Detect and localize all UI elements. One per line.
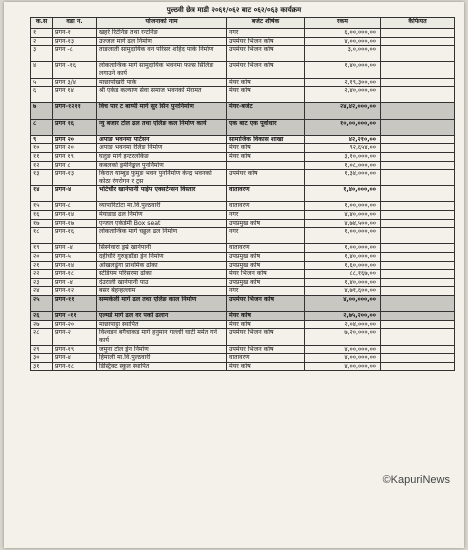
row-amount: १,४०,०००,००: [305, 253, 381, 262]
row-name: अपाङ भवनमा रेलिङ निर्माण: [97, 144, 227, 153]
row-ward: प्रगन-८: [53, 202, 97, 211]
row-sn: ३०: [31, 354, 53, 363]
header-remarks: कैफियत: [381, 18, 455, 29]
table-row: [31, 219, 455, 228]
row-ward: प्रगन ८: [53, 161, 97, 170]
row-sn: २: [31, 37, 53, 46]
row-remarks: [381, 46, 455, 62]
row-ward: प्रगन-१७: [53, 219, 97, 228]
row-remarks: [381, 161, 455, 170]
row-budget: मेयर भिजन कोष: [227, 270, 305, 279]
row-amount: २,०४,०००,००: [305, 320, 381, 329]
table-row: [31, 362, 455, 371]
row-sn: २०: [31, 253, 53, 262]
row-name: मेयाडाड ढल निर्माण: [97, 211, 227, 220]
row-name: लोकतान्त्रिक मार्ग सामुदायिक भवनमा फल्स सिलिङ लगाउने कार्य: [97, 62, 227, 78]
row-sn: ५: [31, 78, 53, 87]
row-name: सम्मकेली मार्ग ढल तथा एलिङ काल निर्माण: [97, 296, 227, 312]
row-sn: २८: [31, 329, 53, 345]
row-ward: प्रगन-१४: [53, 261, 97, 270]
row-sn: २२: [31, 270, 53, 279]
row-ward: प्रगन-११: [53, 296, 97, 312]
row-budget: वातावरण: [227, 186, 305, 202]
table-row: [31, 296, 455, 312]
row-sn: ८: [31, 119, 53, 135]
row-amount: ८८,१६७,००: [305, 270, 381, 279]
row-amount: १,००,०००,००: [305, 244, 381, 253]
row-budget: उपमेयर भिजन कोष: [227, 296, 305, 312]
row-ward: प्रगन-१३: [53, 37, 97, 46]
table-row: [31, 152, 455, 161]
row-sn: २५: [31, 296, 53, 312]
row-remarks: [381, 78, 455, 87]
row-budget: वातावरण: [227, 354, 305, 363]
row-ward: प्रगन -४: [53, 244, 97, 253]
row-ward: प्रगन-२०: [53, 320, 97, 329]
table-row: [31, 244, 455, 253]
row-budget: वातावरण: [227, 244, 305, 253]
row-sn: १३: [31, 170, 53, 186]
row-budget: [227, 161, 305, 170]
row-sn: २१: [31, 261, 53, 270]
row-budget: उपप्रमुख कोष: [227, 261, 305, 270]
row-amount: १,०८,०००,००: [305, 161, 381, 170]
row-ward: प्रगन-४: [53, 186, 97, 202]
row-budget: उपमेयर भिजन कोष: [227, 62, 305, 78]
row-amount: ४,००,०००,००: [305, 296, 381, 312]
row-name: ओखलढुंगा प्राथमिक ढोका: [97, 261, 227, 270]
row-name: विश्वडन बगैचाकड मार्ग हनुमान गल्लाी घाटी मर्मत गर्ने कार्य: [97, 329, 227, 345]
row-sn: १९: [31, 244, 53, 253]
row-amount: ४,००,०००,००: [305, 362, 381, 371]
row-name: देउराली खानेपानी पाउ: [97, 278, 227, 287]
row-remarks: [381, 219, 455, 228]
row-amount: १,४०,०००,००: [305, 186, 381, 202]
row-remarks: [381, 244, 455, 253]
watermark: ©KapuriNews: [382, 474, 450, 486]
row-remarks: [381, 62, 455, 78]
table-row: [31, 103, 455, 119]
row-sn: १६: [31, 211, 53, 220]
row-remarks: [381, 135, 455, 144]
table-row: [31, 29, 455, 38]
row-sn: १५: [31, 202, 53, 211]
row-budget: उपप्रमुख कोष: [227, 278, 305, 287]
table-row: [31, 278, 455, 287]
row-sn: २४: [31, 287, 53, 296]
row-remarks: [381, 345, 455, 354]
row-budget: उपमेयर भिजन कोष: [227, 37, 305, 46]
row-amount: १,४०,०००,००: [305, 278, 381, 287]
row-remarks: [381, 320, 455, 329]
row-remarks: [381, 211, 455, 220]
row-sn: १०: [31, 144, 53, 153]
row-ward: प्रगन-१६: [53, 228, 97, 244]
row-remarks: [381, 354, 455, 363]
row-amount: ९२,६५४,००: [305, 144, 381, 153]
row-budget: वातावरण: [227, 202, 305, 211]
row-remarks: [381, 144, 455, 153]
row-amount: १०,००,०००,००: [305, 119, 381, 135]
row-ward: प्रगन -११: [53, 312, 97, 321]
row-remarks: [381, 253, 455, 262]
row-name: किरात याम्बुड फुमुङ भवन पुनर्निर्माण केन्द्र भवनको कोठा रंगरोगन र ट्रस: [97, 170, 227, 186]
row-name: अपाङ भवनमा पार्टेसन: [97, 135, 227, 144]
row-name: डिस्ट्रिक्ट स्कुल स्थापित: [97, 362, 227, 371]
table-row: [31, 312, 455, 321]
row-budget: उपमेयर कोष: [227, 170, 305, 186]
table-row: [31, 270, 455, 279]
row-remarks: [381, 228, 455, 244]
document-page: [4, 2, 464, 548]
row-amount: ३,०,०००,००: [305, 46, 381, 62]
table-row: [31, 135, 455, 144]
table-row: [31, 329, 455, 345]
table-row: [31, 37, 455, 46]
table-row: [31, 320, 455, 329]
row-ward: प्रगन-१: [53, 29, 97, 38]
row-sn: ३१: [31, 362, 53, 371]
row-remarks: [381, 37, 455, 46]
table-header-row: [31, 18, 455, 29]
row-ward: प्रगन-१९: [53, 345, 97, 354]
table-row: [31, 170, 455, 186]
row-budget: मेयर कोष: [227, 152, 305, 161]
row-amount: ४,००,०००,००: [305, 37, 381, 46]
row-amount: ३,१०,०००,००: [305, 152, 381, 161]
row-remarks: [381, 29, 455, 38]
document-title: पुल्ठवी छेत्र माडी २०६१/०६२ बाट ०६२/०६३ कार्यक्रम: [166, 6, 302, 14]
row-remarks: [381, 270, 455, 279]
row-remarks: [381, 312, 455, 321]
row-ward: प्रगन -१६: [53, 62, 97, 78]
row-budget: उपमेयर भिजन कोष: [227, 46, 305, 62]
row-remarks: [381, 287, 455, 296]
header-budget: बजेट शीर्षक: [227, 18, 305, 29]
table-row: [31, 62, 455, 78]
table-row: [31, 144, 455, 153]
row-sn: १८: [31, 228, 53, 244]
row-name: माछापोखरी पार्क: [97, 78, 227, 87]
row-name: स्टेडियम परिसरमा ढोका: [97, 270, 227, 279]
row-remarks: [381, 296, 455, 312]
row-amount: १,००,०००,००: [305, 202, 381, 211]
row-amount: ४,४०,०००,००: [305, 211, 381, 220]
row-name: एल्मर्ड मार्ग ढल वर पर्का ढलान: [97, 312, 227, 321]
row-sn: २३: [31, 278, 53, 287]
table-row: [31, 345, 455, 354]
table-row: [31, 202, 455, 211]
table-row: [31, 261, 455, 270]
row-amount: १,६०,०००,००: [305, 261, 381, 270]
row-name: घलुङ मार्ग इन्टरलकिङ: [97, 152, 227, 161]
row-ward: प्रगन-१८: [53, 362, 97, 371]
row-budget: नगर: [227, 29, 305, 38]
row-remarks: [381, 119, 455, 135]
table-row: [31, 87, 455, 103]
header-name: योजनाको नाम: [97, 18, 227, 29]
row-amount: २४,४२,०००,००: [305, 103, 381, 119]
row-ward: प्रगन १४: [53, 87, 97, 103]
table-row: [31, 119, 455, 135]
row-amount: ४२,२१०,००: [305, 135, 381, 144]
row-amount: १,००,०००,००: [305, 228, 381, 244]
row-budget: मेयर-बजेट: [227, 103, 305, 119]
row-amount: २,१९,३००,००: [305, 78, 381, 87]
header-amount: रकम: [305, 18, 381, 29]
row-ward: प्रगन-५: [53, 253, 97, 262]
table-row: [31, 78, 455, 87]
row-budget: नगर: [227, 287, 305, 296]
row-ward: प्रगन-१३: [53, 170, 97, 186]
row-budget: मेयर कोष: [227, 87, 305, 103]
row-remarks: [381, 170, 455, 186]
row-ward: प्रगन-१४: [53, 211, 97, 220]
table-row: [31, 186, 455, 202]
header-ward: वडा न.: [53, 18, 97, 29]
table-row: [31, 161, 455, 170]
row-name: माछापाट्टा स्थापित: [97, 320, 227, 329]
row-ward: प्रगन २०: [53, 144, 97, 153]
row-sn: ६: [31, 87, 53, 103]
row-amount: १,४०,०००,००: [305, 62, 381, 78]
row-amount: ४,७१,६००,००: [305, 287, 381, 296]
row-name: भोटेचौर खानेपानी पाईप एक्सटेन्सन विस्तार: [97, 186, 227, 202]
row-sn: ११: [31, 152, 53, 161]
row-budget: उपमेयर भिजन कोष: [227, 329, 305, 345]
header-sn: क.स: [31, 18, 53, 29]
table-row: [31, 287, 455, 296]
row-remarks: [381, 278, 455, 287]
row-name: ताङलाती सामुदायिक वन परिसर शहिद पार्क निर्माण: [97, 46, 227, 62]
row-ward: प्रगन-१२११: [53, 103, 97, 119]
row-amount: ४,००,०००,००: [305, 354, 381, 363]
row-name: कबलको ड्रमेनिङ्कल पुनर्निर्माण: [97, 161, 227, 170]
row-budget: मेयर कोष: [227, 78, 305, 87]
row-name: जमुना टोल ड्रेन निर्माण: [97, 345, 227, 354]
row-amount: ४,००,०००,००: [305, 345, 381, 354]
row-sn: २६: [31, 312, 53, 321]
row-budget: नगर: [227, 228, 305, 244]
row-remarks: [381, 152, 455, 161]
row-budget: नगर: [227, 211, 305, 220]
row-remarks: [381, 103, 455, 119]
row-name: बसर बेहन्हल्लाम: [97, 287, 227, 296]
row-ward: प्रगन १९: [53, 152, 97, 161]
row-remarks: [381, 186, 455, 202]
table-row: [31, 46, 455, 62]
row-ward: प्रगन -४: [53, 278, 97, 287]
row-sn: ९: [31, 135, 53, 144]
row-remarks: [381, 202, 455, 211]
row-name: न्यु बजार टोल ढल तथा एलिङ कल निर्माण कार्य: [97, 119, 227, 135]
row-ward: प्रगन-१२: [53, 287, 97, 296]
row-remarks: [381, 87, 455, 103]
row-name: लोकतान्त्रिक मार्ग चढ्ढल ढल निर्माण: [97, 228, 227, 244]
row-amount: ६,००,०००,००: [305, 29, 381, 38]
row-amount: ७,२०,०००,००: [305, 329, 381, 345]
row-name: उज्जल मार्ग ढल निर्माण: [97, 37, 227, 46]
row-ward: प्रगन -८: [53, 46, 97, 62]
row-name: विच पार ट बाय्पी मार्ग सुर सिन पुनःनिर्माण: [97, 103, 227, 119]
row-sn: २९: [31, 345, 53, 354]
row-name: हिमाली मा.वि.पुल्ठवारी: [97, 354, 227, 363]
row-name: श्री एकेड कल्याण सेवा समाज भवनको मेरामत: [97, 87, 227, 103]
row-budget: मेयर कोष: [227, 362, 305, 371]
row-ward: प्रगन-२: [53, 329, 97, 345]
row-name: खहरे रिटेनिङ तथा रन्टनिङ: [97, 29, 227, 38]
row-budget: सामाजिक विकास शाखा: [227, 135, 305, 144]
row-budget: मेयर कोष: [227, 320, 305, 329]
table-row: [31, 211, 455, 220]
row-budget: उपप्रमुख कोष: [227, 219, 305, 228]
row-sn: १: [31, 29, 53, 38]
row-name: व्यापारिटोटा मा.वि.पुल्ठवारी: [97, 202, 227, 211]
row-sn: ४: [31, 62, 53, 78]
row-name: सिस्नेवारा ड्रम्रे खानेपानी: [97, 244, 227, 253]
table-row: [31, 228, 455, 244]
row-name: दहीचौरे गुरुङ्डाँडा ड्रेन निर्माण: [97, 253, 227, 262]
row-ward: प्रगन २०: [53, 135, 97, 144]
row-remarks: [381, 362, 455, 371]
row-amount: ४,७४,५००,००: [305, 219, 381, 228]
row-remarks: [381, 261, 455, 270]
row-amount: २,७५,२००,००: [305, 312, 381, 321]
row-sn: ३: [31, 46, 53, 62]
row-budget: उपप्रमुख कोष: [227, 253, 305, 262]
row-ward: प्रगन १६: [53, 119, 97, 135]
row-sn: १२: [31, 161, 53, 170]
table-row: [31, 253, 455, 262]
row-sn: ७: [31, 103, 53, 119]
row-amount: १,३४,०००,००: [305, 170, 381, 186]
row-ward: प्रगन-४: [53, 354, 97, 363]
table-row: [31, 354, 455, 363]
row-remarks: [381, 329, 455, 345]
row-name: एन्जल एकेडेमी Box seat: [97, 219, 227, 228]
row-sn: १७: [31, 219, 53, 228]
row-sn: २७: [31, 320, 53, 329]
project-table: [30, 17, 455, 371]
row-budget: मेयर कोष: [227, 144, 305, 153]
row-budget: मेयर कोष: [227, 312, 305, 321]
row-budget: एक बाट एक पूर्वाधार: [227, 119, 305, 135]
row-budget: उपमेयर भिजन कोष: [227, 345, 305, 354]
row-ward: प्रगन ३/४: [53, 78, 97, 87]
row-amount: २,४०,०००,००: [305, 87, 381, 103]
row-sn: १४: [31, 186, 53, 202]
row-ward: प्रगन-१८: [53, 270, 97, 279]
